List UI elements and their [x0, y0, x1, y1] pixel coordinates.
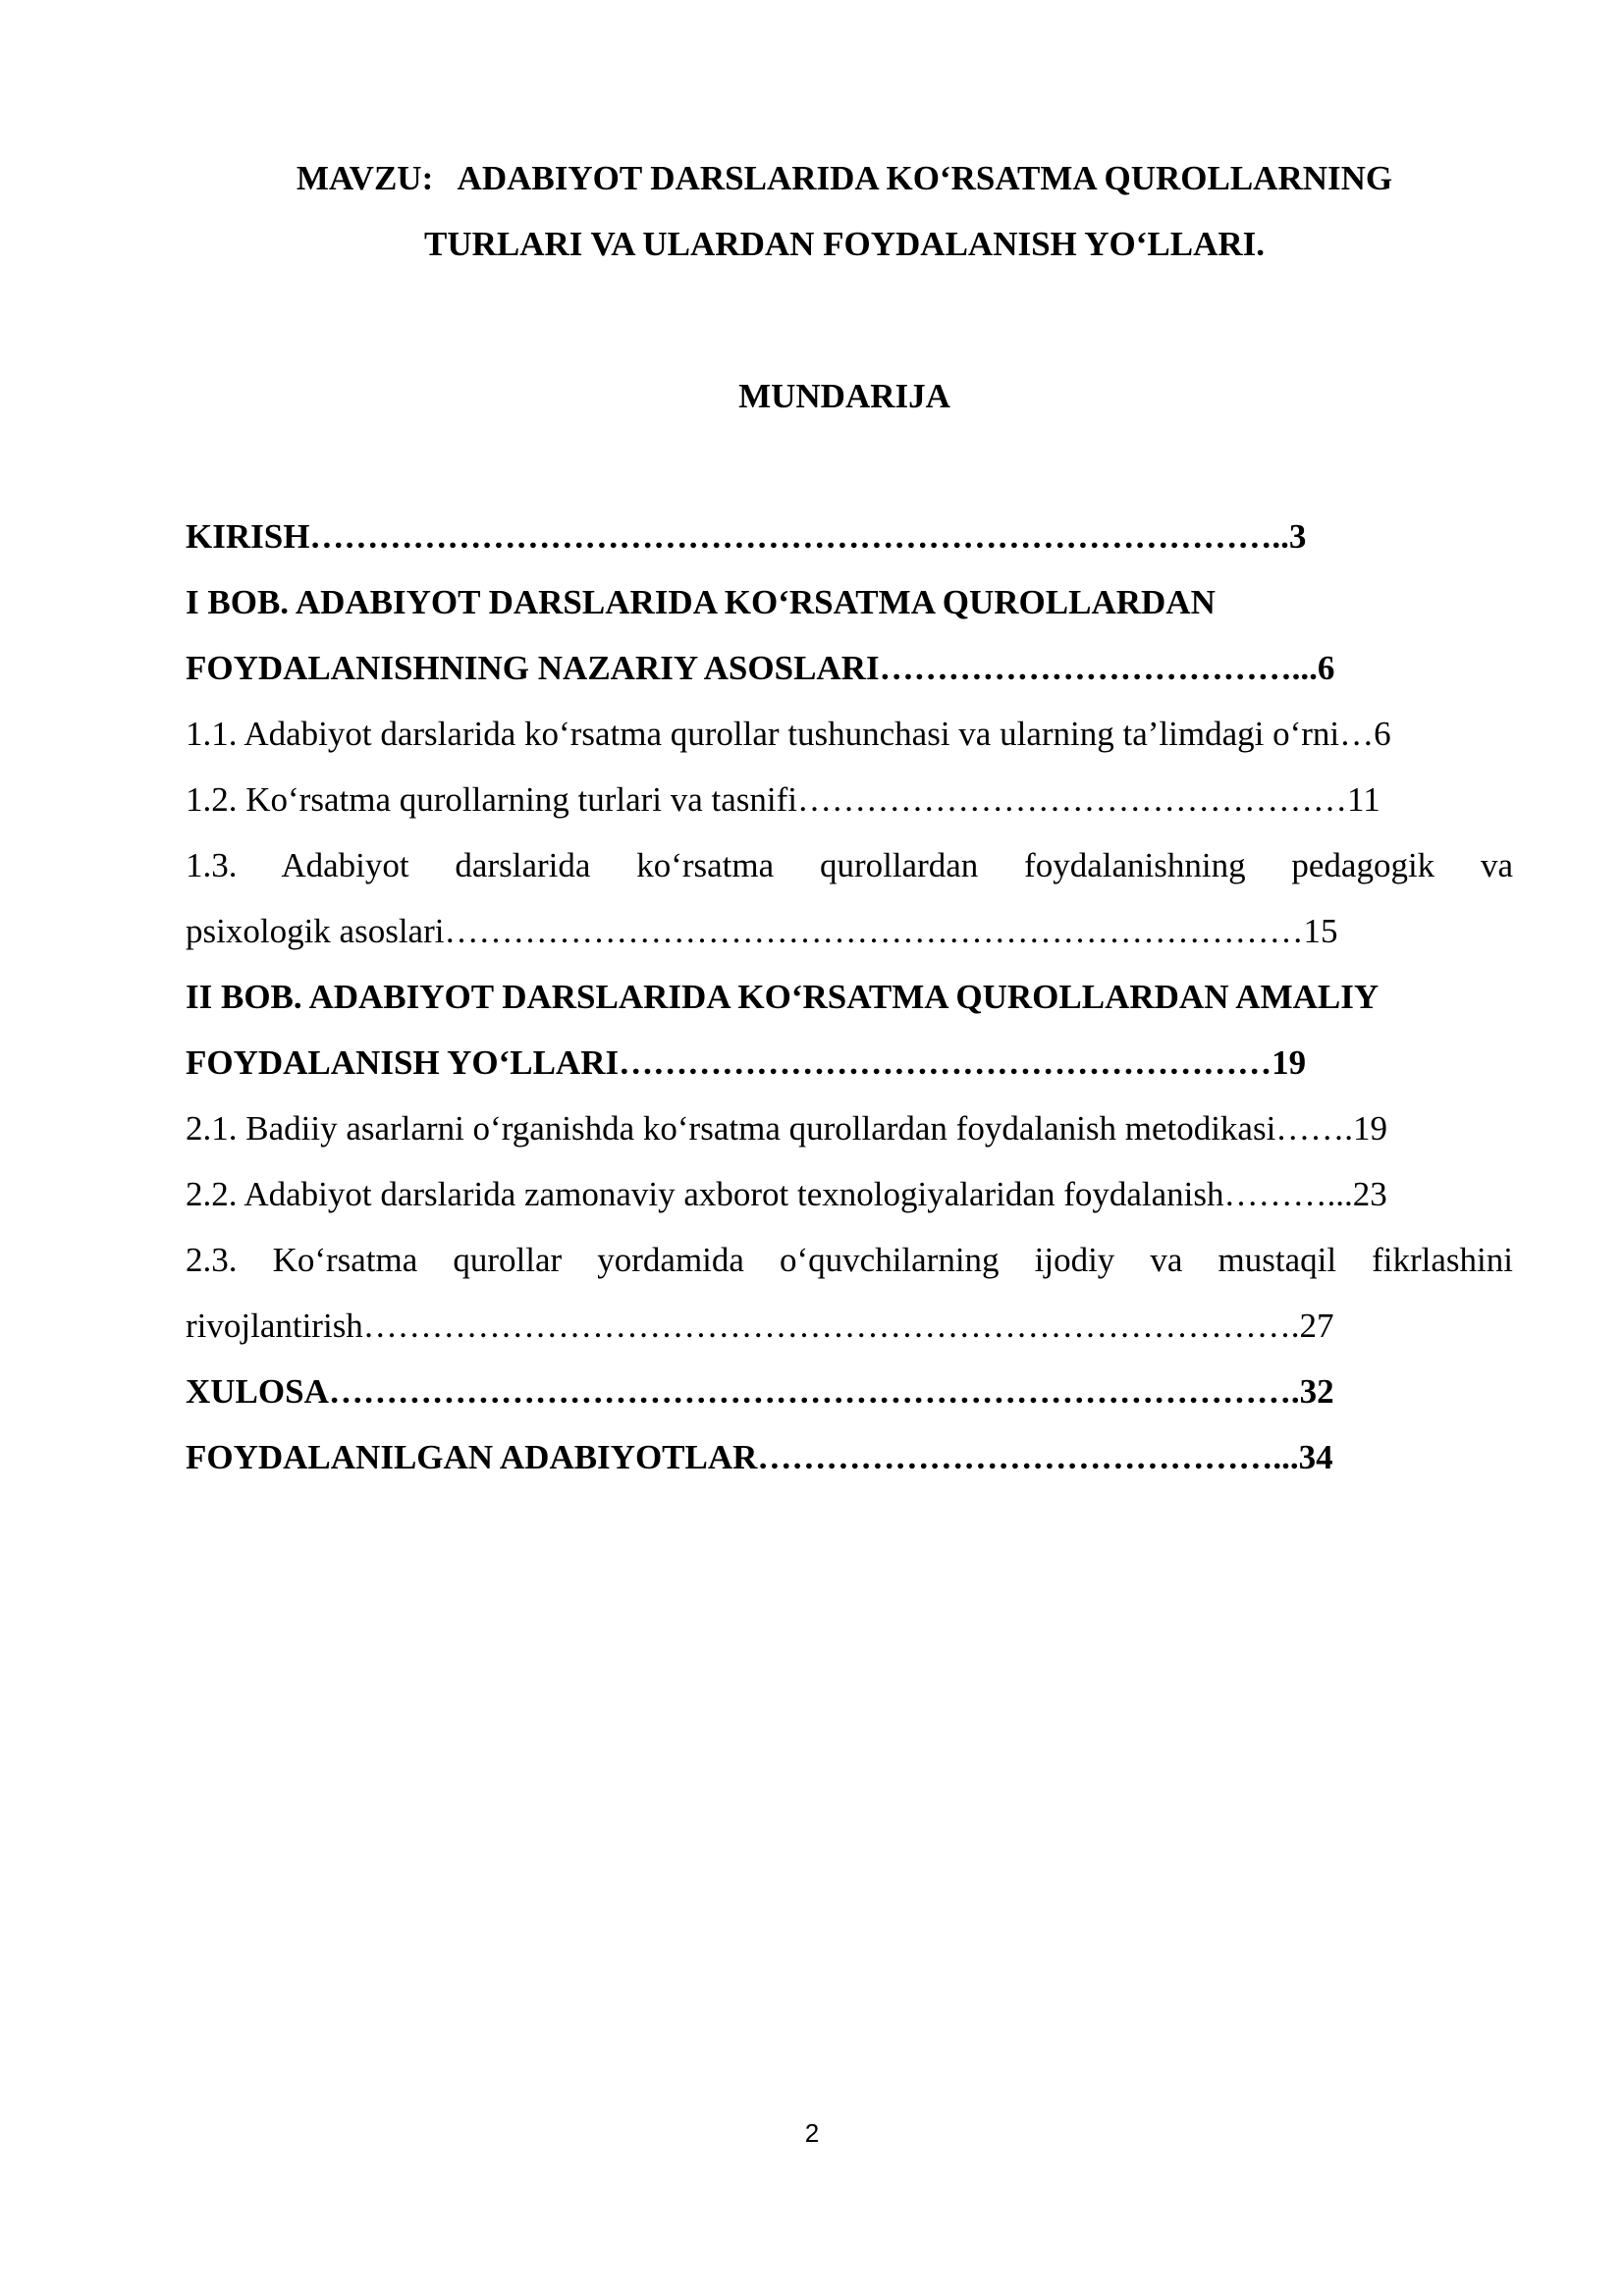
topic-title [177, 145, 1512, 277]
toc-entry-1-2: 1.2. Ko‘rsatma qurollarning turlari va tasnifi…………………………………………11 [186, 780, 1380, 819]
page-number: 2 [804, 2118, 820, 2148]
toc-entry-2-3-line-1: 2.3. Ko‘rsatma qurollar yordamida o‘quvchilarning ijodiy va mustaqil fikrlashini [186, 1241, 1513, 1279]
toc-entry-xulosa: XULOSA………………………………………………………………………….32 [186, 1372, 1334, 1411]
toc-entry-chapter-1-line-2: FOYDALANISHNING NAZARIY ASOSLARI………………………………...6 [186, 649, 1335, 687]
toc-entry-1-1: 1.1. Adabiyot darslarida ko‘rsatma qurollar tushunchasi va ularning ta’limdagi o‘rni…6 [186, 715, 1391, 753]
toc-entry-2-1: 2.1. Badiiy asarlarni o‘rganishda ko‘rsatma qurollardan foydalanish metodikasi…….19 [186, 1109, 1388, 1148]
toc-entry-references: FOYDALANILGAN ADABIYOTLAR………………………………………...34 [186, 1438, 1333, 1476]
toc-entry-1-3-line-1: 1.3. Adabiyot darslarida ko‘rsatma qurollardan foydalanishning pedagogik va [186, 846, 1513, 884]
table-of-contents [186, 504, 1513, 1490]
topic-title-line-1: MAVZU: ADABIYOT DARSLARIDA KO‘RSATMA QUROLLARNING [296, 159, 1393, 197]
toc-entry-chapter-2-line-1: II BOB. ADABIYOT DARSLARIDA KO‘RSATMA QUROLLARDAN AMALIY [186, 978, 1380, 1016]
toc-entry-1-3-line-2: psixologik asoslari…………………………………………………………………15 [186, 912, 1338, 950]
toc-entry-2-3-line-2: rivojlantirish……………………………………………………………………….27 [186, 1307, 1334, 1345]
toc-entry-chapter-1-line-1: I BOB. ADABIYOT DARSLARIDA KO‘RSATMA QUROLLARDAN [186, 583, 1216, 621]
toc-heading: MUNDARIJA [738, 377, 950, 415]
toc-entry-kirish: KIRISH…………………………………………………………………………..3 [186, 517, 1307, 556]
toc-entry-2-2: 2.2. Adabiyot darslarida zamonaviy axborot texnologiyalaridan foydalanish………...23 [186, 1175, 1387, 1213]
topic-title-line-2: TURLARI VA ULARDAN FOYDALANISH YO‘LLARI. [424, 225, 1265, 263]
toc-entry-chapter-2-line-2: FOYDALANISH YO‘LLARI…………………………………………………19 [186, 1043, 1307, 1082]
